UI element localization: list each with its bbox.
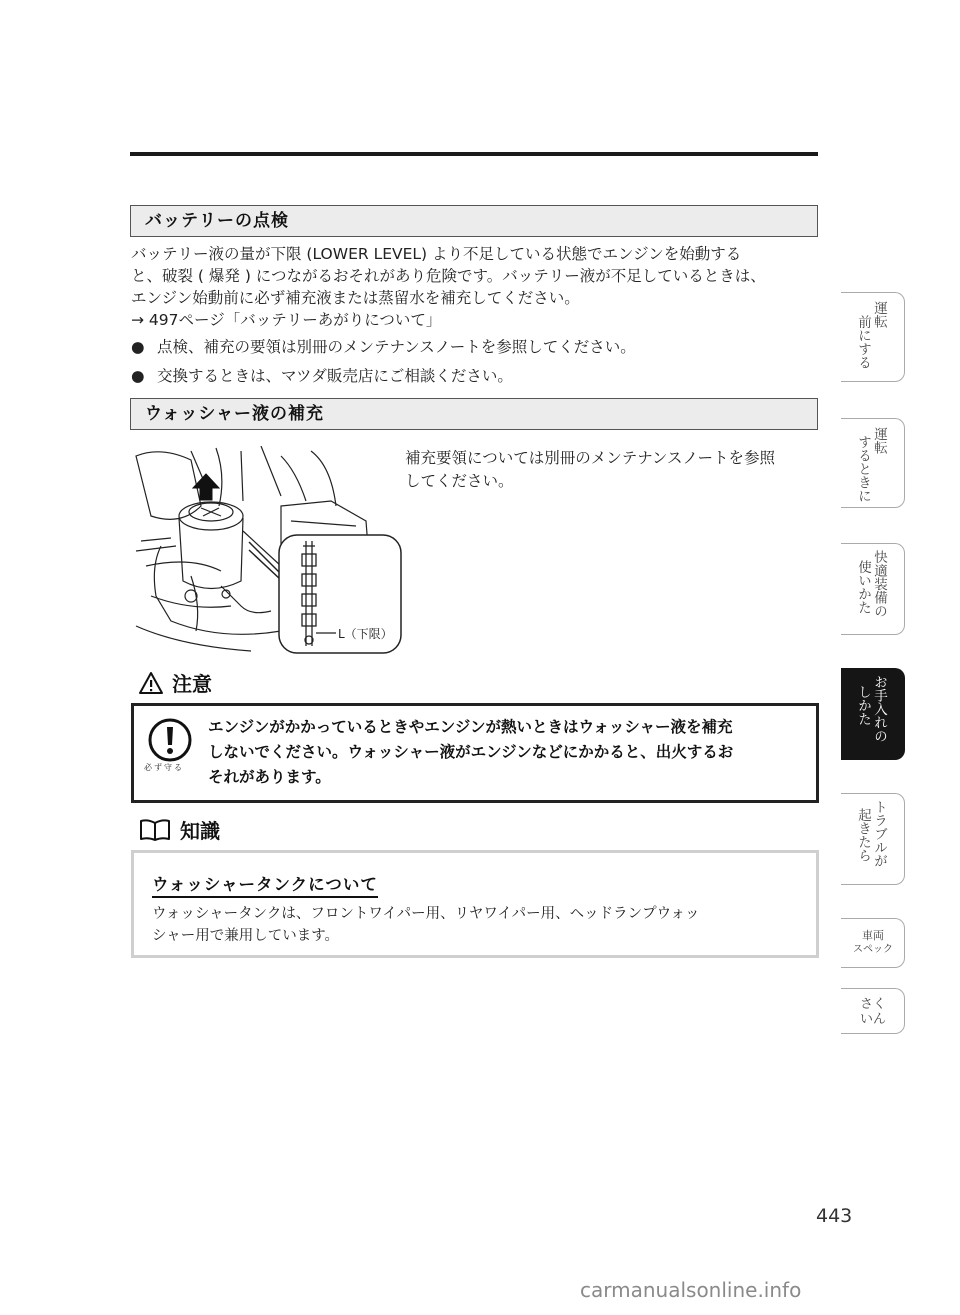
bullet-text: 点検、補充の要領は別冊のメンテナンスノートを参照してください。 (157, 338, 636, 356)
tab-while-driving[interactable] (841, 418, 905, 508)
tab-index[interactable] (841, 988, 905, 1034)
battery-paragraph (131, 243, 766, 331)
tab-maintenance[interactable] (841, 668, 905, 760)
knowledge-text-line: ウォッシャータンクは、フロントワイパー用、リヤワイパー用、ヘッドランプウォッ (152, 906, 700, 922)
tab-label: お手入れの (871, 675, 887, 743)
washer-text (405, 447, 820, 493)
tab-label: するときに (855, 435, 871, 503)
knowledge-box (131, 850, 819, 958)
battery-paragraph-line: エンジン始動前に必ず補充液または蒸留水を補充してください。 (131, 289, 580, 307)
bullet-dot: ● (131, 338, 145, 356)
knowledge-title: 知識 (180, 819, 220, 843)
tab-label: しかた (855, 685, 871, 726)
caution-box (131, 703, 819, 803)
washer-text-line: してください。 (405, 472, 514, 490)
bullet-dot: ● (131, 367, 145, 385)
bullet-item (131, 365, 513, 387)
caution-text-line: エンジンがかかっているときやエンジンが熱いときはウォッシャー液を補充 (208, 718, 733, 736)
tab-label: 運転 (871, 427, 887, 454)
bullet-item (131, 336, 636, 358)
washer-section-heading: ウォッシャー液の補充 (130, 398, 818, 430)
caution-text (208, 715, 808, 790)
tab-label: トラブルが (871, 800, 887, 868)
knowledge-heading (138, 815, 220, 844)
caution-text-line: それがあります。 (208, 768, 331, 786)
bullet-text: 交換するときは、マツダ販売店にご相談ください。 (157, 367, 513, 385)
open-book-icon (138, 818, 172, 842)
caution-text-line: しないでください。ウォッシャー液がエンジンなどにかかると、出火するお (208, 743, 734, 761)
battery-paragraph-line: と、破裂 ( 爆発 ) につながるおそれがあり危険です。バッテリー液が不足しているときは、 (131, 267, 766, 285)
tab-label: 前にする (855, 315, 871, 369)
tab-label: スペック (853, 944, 893, 955)
caution-title: 注意 (172, 672, 212, 696)
watermark: carmanualsonline.info (580, 1278, 802, 1302)
tab-label: 車両 (862, 929, 884, 942)
washer-tank-illustration (131, 446, 403, 656)
must-follow-label: 必ず守る (144, 763, 184, 772)
knowledge-box-title: ウォッシャータンクについて (152, 871, 378, 898)
must-follow-icon (148, 718, 192, 762)
tab-label: 起きたら (855, 808, 871, 862)
tab-label: 運転 (871, 301, 887, 328)
warning-triangle-icon (138, 671, 164, 695)
tab-comfort-features[interactable] (841, 543, 905, 635)
lower-limit-label: L（下限） (338, 627, 393, 641)
tab-label: いん (859, 1012, 886, 1027)
battery-section-heading: バッテリーの点検 (130, 205, 818, 237)
top-rule (130, 152, 818, 156)
tab-before-driving[interactable] (841, 292, 905, 382)
knowledge-text (152, 903, 802, 947)
reference-link[interactable]: → 497ページ「バッテリーあがりについて」 (131, 311, 442, 329)
battery-paragraph-line: バッテリー液の量が下限 (LOWER LEVEL) より不足している状態でエンジンを始動する (131, 245, 742, 263)
knowledge-text-line: シャー用で兼用しています。 (152, 928, 340, 944)
tab-label: さく (859, 997, 886, 1012)
page-number: 443 (816, 1205, 853, 1227)
caution-heading (138, 668, 212, 697)
tab-label: 快適装備の (871, 550, 887, 618)
washer-text-line: 補充要領については別冊のメンテナンスノートを参照 (405, 449, 775, 467)
tab-trouble[interactable] (841, 793, 905, 885)
tab-vehicle-spec[interactable] (841, 918, 905, 968)
tab-label: 使いかた (855, 560, 871, 614)
